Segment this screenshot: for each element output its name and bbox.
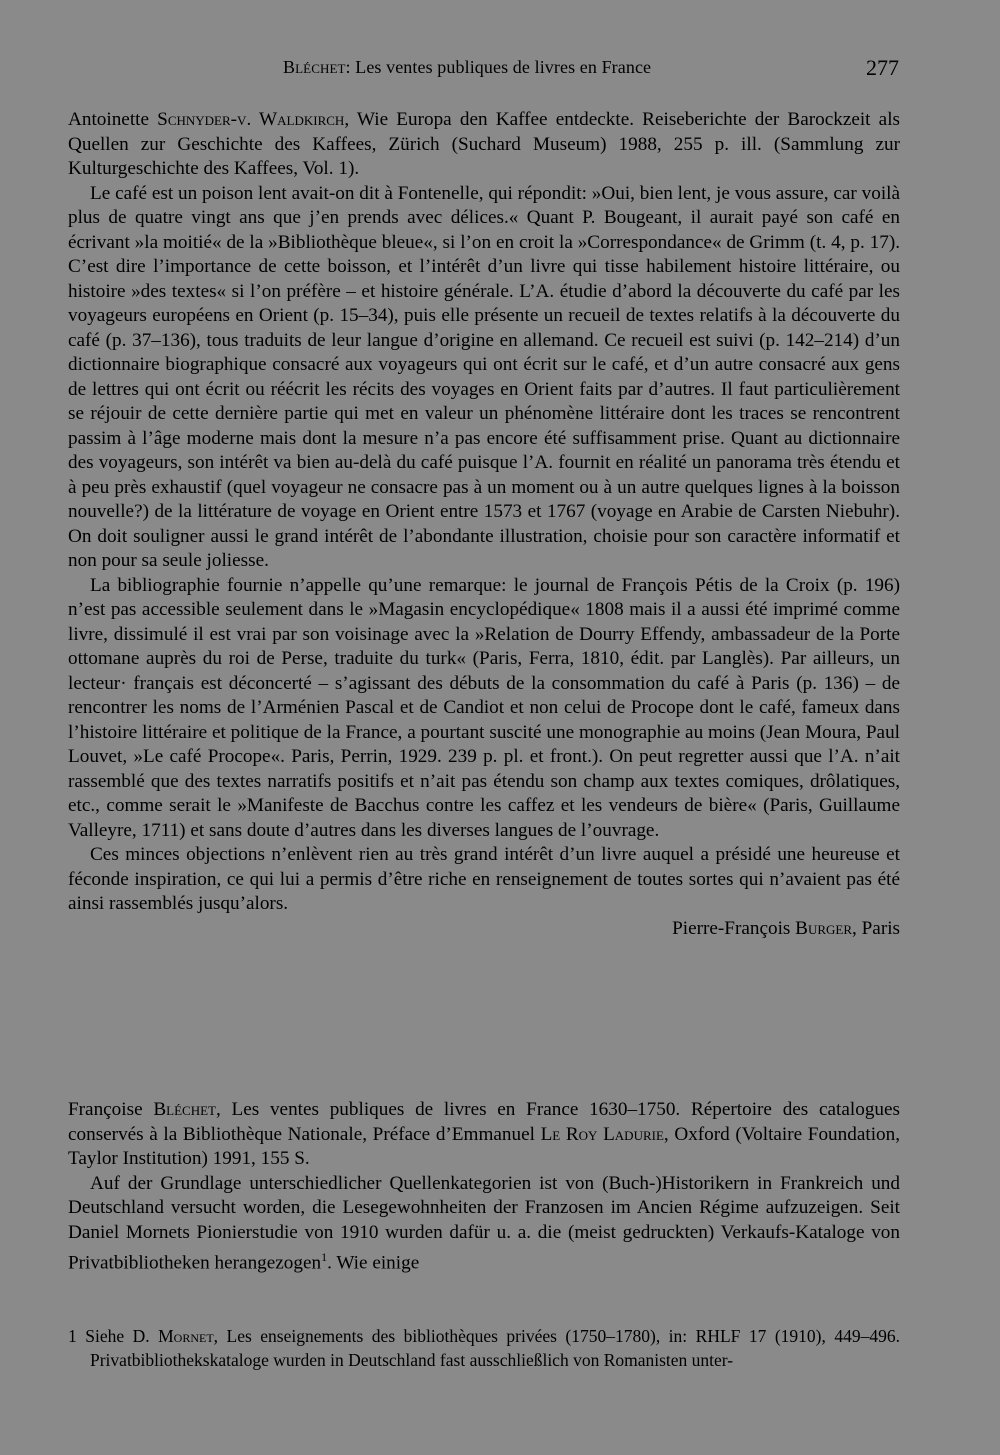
running-author: Bléchet [283, 57, 346, 77]
review-schnyder [68, 108, 900, 941]
author-surname: Bléchet [153, 1099, 216, 1120]
footnote-author-surname: Mornet [158, 1326, 214, 1346]
reviewer-location: , Paris [852, 917, 900, 939]
citation-publisher: , Oxford (Voltaire Foundation, Taylor Institution) 1991, 155 S. [68, 1123, 901, 1169]
review-citation [68, 108, 900, 182]
author-first-name: Antoinette [68, 109, 158, 130]
review-paragraph: Le café est un poison lent avait-on dit à Fontenelle, qui répondit: »Oui, bien lent, je vous assure, car voilà plus de quatre vingt ans que j’en prends avec délices.« Quant P. Bougeant, il aurait payé son café en écrivant »la moitié« de la »Bibliothèque bleue«, si l’on en croit la »Correspondance« de Grimm (t. 4, p. 17). C’est dire l’importance de cette boisson, et l’intérêt d’un livre qui tisse habilement histoire littéraire, ou histoire »des textes« si l’on préfère – et histoire générale. L’A. étudie d’abord la découverte du café par les voyageurs européens en Orient (p. 15–34), puis elle présente un recueil de textes relatifs à la découverte du café (p. 37–136), tous traduits de leur langue d’origine en allemand. Ce recueil est suivi (p. 142–214) d’un dictionnaire biographique consacré aux voyageurs qui ont écrit sur le café, et d’un autre consacré aux gens de lettres qui ont écrit ou réécrit les récits des voyages en Orient faits par d’autres. Il faut particulièrement se réjouir de cette dernière partie qui met en valeur un phénomène littéraire dont les traces se rencontrent passim à l’âge moderne mais dont la mesure n’a pas encore été suffisamment prise. Quant au dictionnaire des voyageurs, son intérêt va bien au-delà du café puisque l’A. fournit en réalité un panorama très étendu et à peu près exhaustif (quel voyageur ne consacre pas à un moment ou à un autre quelques lignes à la boisson nouvelle?) de la littérature de voyage en Orient entre 1573 et 1767 (voyage en Arabie de Carsten Niebuhr). On doit souligner aussi le grand intérêt de l’abondante illustration, choisie pour son caractère informatif et non pour sa seule joliesse. [68, 182, 900, 571]
running-title [283, 57, 651, 78]
running-head [0, 55, 1000, 85]
reviewer-signature [68, 917, 900, 942]
running-title-rest: : Les ventes publiques de livres en France [345, 57, 652, 77]
author-first-name: Françoise [68, 1099, 154, 1120]
review-citation [68, 1098, 900, 1172]
footnote-body: , Les enseignements des bibliothèques privées (1750–1780), in: RHLF 17 (1910), 449–496. Privatbibliothekskataloge wurden in Deutschland fast ausschließlich von Romanisten unter- [90, 1326, 900, 1370]
review-paragraph: Ces minces objections n’enlèvent rien au très grand intérêt d’un livre auquel a présidé une heureuse et féconde inspiration, ce qui lui a permis d’être riche en renseignement de toutes sortes qui n’avaient pas été ainsi rassemblés jusqu’alors. [68, 844, 900, 914]
review-paragraph: La bibliographie fournie n’appelle qu’une remarque: le journal de François Pétis de la Croix (p. 196) n’est pas accessible seulement dans le »Magasin encyclopédique« 1808 mais il a aussi été imprimé comme livre, dissimulé il est vrai par son voisinage avec la »Relation de Dourry Effendy, ambassadeur de la Porte ottomane auprès du roi de Perse, traduite du turk« (Paris, Ferra, 1810, édit. par Langlès). Par ailleurs, un lecteur· français est déconcerté – s’agissant des débuts de la consommation du café à Paris (p. 136) – de rencontrer les noms de l’Arménien Pascal et de Candiot et non celui de Procope dont le café, fameux dans l’histoire littéraire et politique de la France, a pourtant suscité une monographie au moins (Jean Moura, Paul Louvet, »Le café Procope«. Paris, Perrin, 1929. 239 p. pl. et front.). On peut regretter aussi que l’A. n’ait rassemblé que des textes narratifs positifs et n’ait pas étendu son champ aux textes comiques, drôlatiques, etc., comme serait le »Manifeste de Bacchus contre les caffez et les vendeurs de bière« (Paris, Guillaume Valleyre, 1711) et sans doute d’autres dans les diverses langues de l’ouvrage. [68, 574, 900, 841]
reviewer-surname: Burger [795, 917, 853, 939]
footnote [68, 1324, 900, 1372]
review-blechet [68, 1098, 900, 1276]
footnote-lead: 1 Siehe D. [68, 1326, 159, 1346]
preface-author-surname: Le Roy Ladurie [540, 1123, 664, 1145]
footnote-reference: 1 [321, 1250, 328, 1264]
paragraph-text-end: . Wie einige [327, 1252, 420, 1274]
review-paragraph [68, 1172, 900, 1276]
reviewer-first-name: Pierre-François [672, 917, 796, 939]
page-number: 277 [866, 55, 899, 80]
paragraph-text: Auf der Grundlage unterschiedlicher Quellenkategorien ist von (Buch-)Historikern in Frankreich und Deutschland versucht worden, die Lesegewohnheiten der Franzosen im Ancien Régime aufzuzeigen. Seit Daniel Mornets Pionierstudie von 1910 wurden dafür u. a. die (meist gedruckten) Verkaufs-Kataloge von Privatbibliotheken herangezogen [68, 1172, 900, 1274]
author-surname: Schnyder-v. Waldkirch [157, 109, 345, 130]
citation-details: , Wie Europa den Kaffee entdeckte. Reiseberichte der Barockzeit als Quellen zur Geschichte des Kaffees, Zürich (Suchard Museum) 1988, 255 p. ill. (Sammlung zur Kulturgeschichte des Kaffees, Vol. 1). [68, 109, 900, 179]
footnote-text [68, 1324, 900, 1372]
citation-details: , Les ventes publiques de livres en France 1630–1750. Répertoire des catalogues conservés à la Bibliothèque Nationale, Préface d’Emmanuel [68, 1099, 900, 1145]
